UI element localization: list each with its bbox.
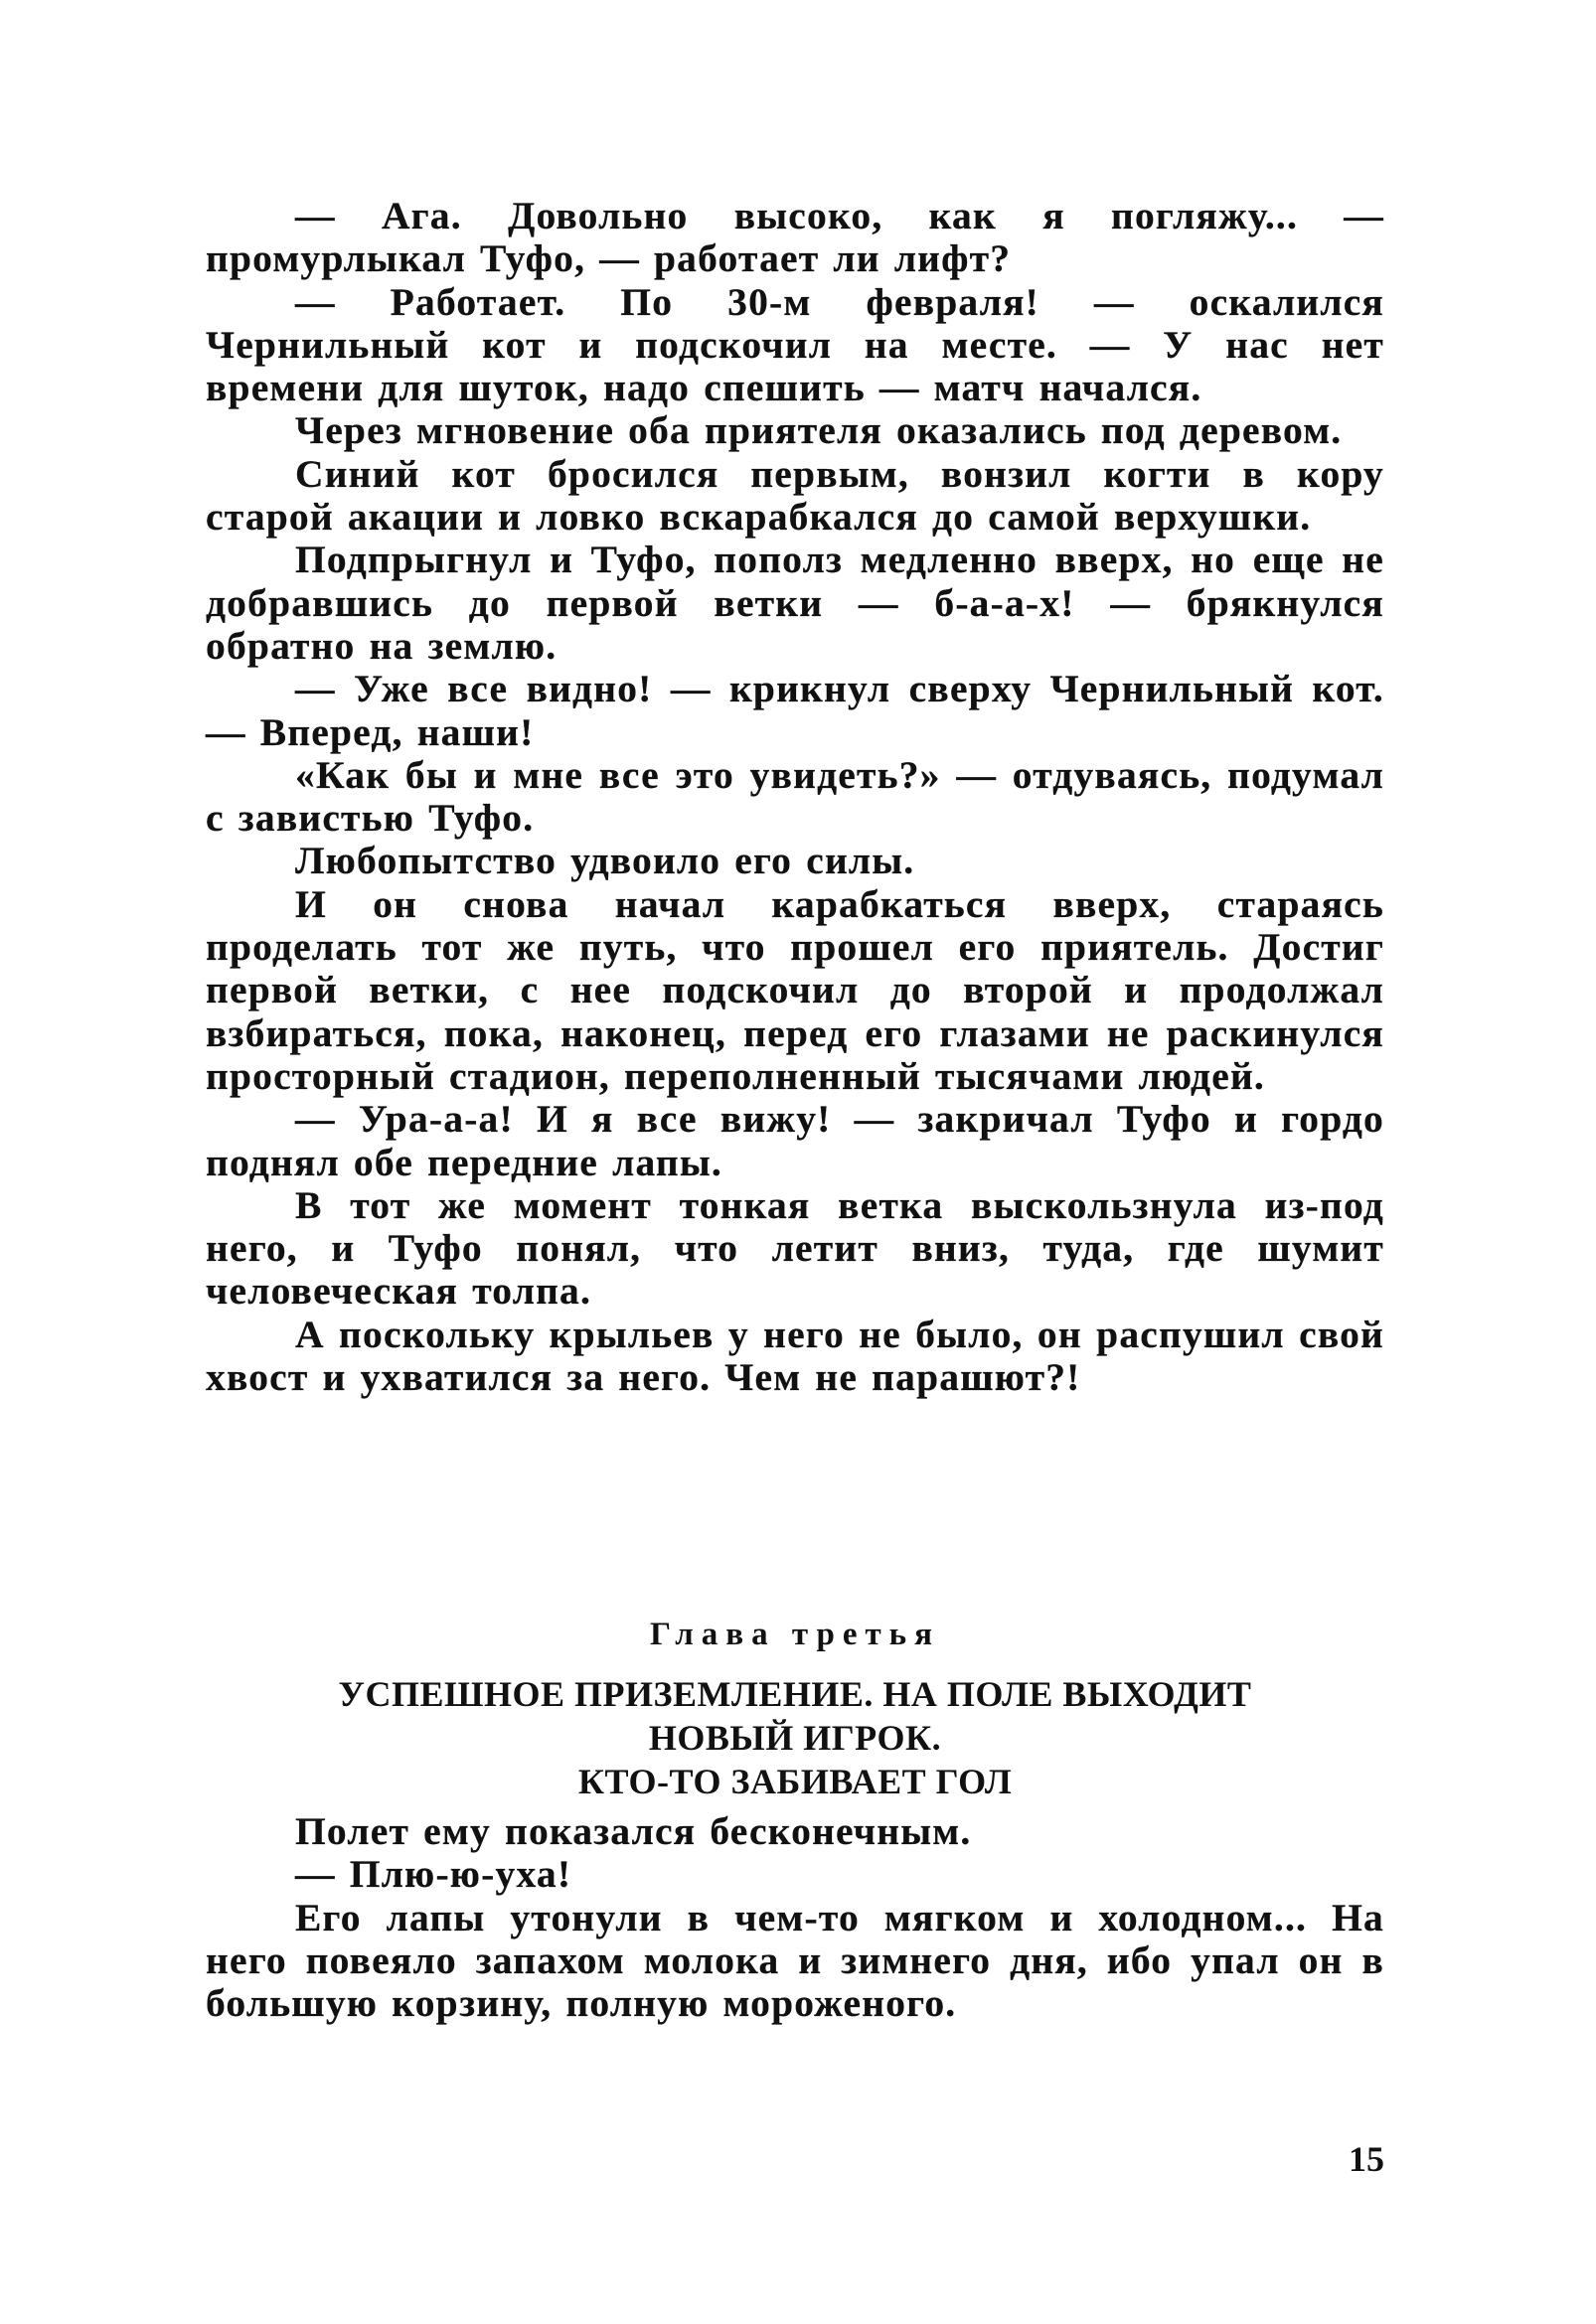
text-block-top xyxy=(206,195,1384,1399)
paragraph: Подпрыгнул и Туфо, пополз медленно вверх, но еще не добравшись до первой ветки — б-а-а-х! — брякнулся обратно на землю. xyxy=(206,538,1384,668)
paragraph: — Работает. По 30-м февраля! — оскалился Чернильный кот и подскочил на месте. — У нас нет времени для шуток, надо спешить — матч начался. xyxy=(206,279,1384,410)
paragraph: — Ага. Довольно высоко, как я погляжу... — промурлыкал Туфо, — работает ли лифт? xyxy=(206,194,1384,281)
paragraph: А поскольку крыльев у него не было, он распушил свой хвост и ухватился за него. Чем не парашют?! xyxy=(206,1312,1384,1400)
paragraph: В тот же момент тонкая ветка выскользнула из-под него, и Туфо понял, что летит вниз, туда, где шумит человеческая толпа. xyxy=(206,1182,1384,1314)
chapter-title-line: УСПЕШНОЕ ПРИЗЕМЛЕНИЕ. НА ПОЛЕ ВЫХОДИТ xyxy=(338,1674,1252,1714)
text-block-bottom xyxy=(206,1810,1384,2025)
paragraph: Через мгновение оба приятеля оказались под деревом. xyxy=(295,408,1343,453)
paragraph: И он снова начал карабкаться вверх, стараясь проделать тот же путь, что прошел его приятель. Достиг первой ветки, с нее подскочил до второй и продолжал взбираться, пока, наконец, перед его глазами не раскинулся просторный стадион, переполненный тысячами людей. xyxy=(206,881,1384,1098)
paragraph: — Ура-а-а! И я все вижу! — закричал Туфо и гордо поднял обе передние лапы. xyxy=(206,1097,1384,1184)
paragraph: Синий кот бросился первым, вонзил когти в кору старой акации и ловко вскарабкался до самой верхушки. xyxy=(206,451,1384,540)
chapter-heading xyxy=(206,1615,1384,1803)
paragraph: Любопытство удвоило его силы. xyxy=(295,839,915,883)
paragraph: «Как бы и мне все это увидеть?» — отдуваясь, подумал с завистью Туфо. xyxy=(206,752,1384,841)
chapter-label: Глава третья xyxy=(650,1617,940,1652)
paragraph: Его лапы утонули в чем-то мягком и холодном... На него повеяло запахом молока и зимнего дня, ибо упал он в большую корзину, полную мороженого. xyxy=(206,1895,1384,2026)
page-number: 15 xyxy=(1349,2139,1384,2179)
paragraph: Полет ему показался бесконечным. xyxy=(295,1809,972,1853)
chapter-title-line: КТО-ТО ЗАБИВАЕТ ГОЛ xyxy=(577,1762,1013,1801)
paragraph: — Уже все видно! — крикнул сверху Чернильный кот. — Вперед, наши! xyxy=(206,667,1384,754)
paragraph: — Плю-ю-уха! xyxy=(295,1852,572,1897)
chapter-title-line: НОВЫЙ ИГРОК. xyxy=(648,1718,942,1758)
